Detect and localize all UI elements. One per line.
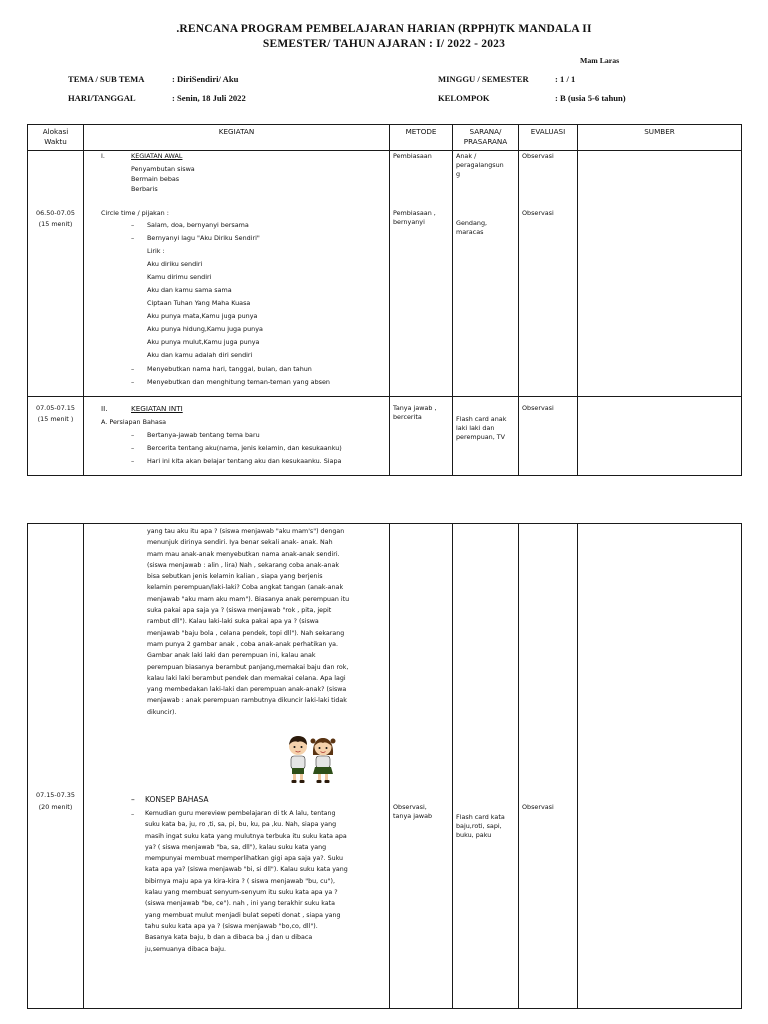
page2-metode: Observasi, tanya jawab: [393, 803, 433, 820]
paragraph-line: mempunyai membuat memperlihatkan gigi apa saja ya?. Suku: [145, 855, 344, 863]
table-col-line: [389, 523, 390, 1009]
section3-bullet: Bercerita tentang aku(nama, jenis kelamin, dan kesukaanku): [147, 444, 342, 452]
author-name: Mam Laras: [580, 56, 620, 65]
lyric-line: Aku punya mata,Kamu juga punya: [147, 312, 258, 320]
boy-figure: [289, 736, 307, 783]
paragraph-line: kata apa ya? (siswa menjawab "bi, si dll"). Kalau suku kata yang: [145, 866, 348, 874]
continued-paragraph: [147, 526, 385, 718]
section1-item: Berbaris: [131, 185, 158, 193]
minggu-label: MINGGU / SEMESTER: [438, 74, 529, 84]
paragraph-line: suku kata ba, ju, ro ,ti, sa, pi, bu, ku, pa ,ku. Nah, siapa yang: [145, 821, 337, 829]
paragraph-line: menjawab : anak perempuan rambutnya dikuncir laki-laki tidak: [147, 697, 347, 705]
boy-and-girl-illustration: [282, 735, 338, 785]
paragraph-line: kalau yang membuat senyum-senyum itu suku kata apa ya ?: [145, 889, 338, 897]
table-border-top: [27, 523, 742, 524]
tema-value: : DiriSendiri/ Aku: [172, 74, 239, 84]
bullet-dash: –: [131, 365, 135, 373]
section2-sarana: Gendang, maracas: [456, 219, 488, 236]
paragraph-line: menunjuk dirinya sendiri. Iya benar sekali anak- anak. Nah: [147, 539, 333, 547]
circle-bullet: Bernyanyi lagu "Aku Diriku Sendiri": [147, 234, 260, 242]
page2-evaluasi: Observasi: [522, 803, 554, 811]
lyric-line: Aku diriku sendiri: [147, 260, 203, 268]
section2-metode: Pembiasaan , bernyanyi: [393, 209, 436, 226]
bullet-dash: –: [131, 457, 135, 465]
section1-evaluasi: Observasi: [522, 152, 554, 160]
paragraph-line: kelamin perempuan/laki-laki? Coba angkat tangan (anak-anak: [147, 584, 344, 592]
girl-figure: [311, 738, 336, 783]
section2-duration: (15 menit): [38, 220, 73, 228]
table-border-bottom: [27, 1008, 742, 1009]
header-sumber: SUMBER: [644, 127, 675, 136]
section3-duration: (15 menit ): [37, 415, 74, 423]
section1-item: Bermain bebas: [131, 175, 180, 183]
table-header-divider: [27, 150, 742, 151]
section3-number: II.: [101, 404, 108, 413]
paragraph-line: yang membuat mulut menjadi bulat sepeti donat , siapa yang: [145, 911, 341, 919]
section3-heading: KEGIATAN INTI: [131, 404, 183, 413]
table-col-line: [389, 124, 390, 476]
circle-bullet: Salam, doa, bernyanyi bersama: [147, 221, 249, 229]
hari-value: : Senin, 18 Juli 2022: [172, 93, 246, 103]
lyric-line: Aku punya mulut,Kamu juga punya: [147, 338, 260, 346]
paragraph-line: perempuan biasanya berambut panjang,memakai baju dan rok,: [147, 663, 349, 671]
bullet-dash: –: [131, 234, 135, 242]
table-col-line: [577, 124, 578, 476]
section2-evaluasi: Observasi: [522, 209, 554, 217]
paragraph-line: Gambar anak laki laki dan perempuan ini, kalau anak: [147, 652, 316, 660]
konsep-bahasa-paragraph: [145, 808, 385, 955]
minggu-value: : 1 / 1: [555, 74, 576, 84]
circle-time-label: Circle time / pijakan :: [101, 209, 169, 217]
table-col-line: [741, 523, 742, 1009]
paragraph-line: (siswa menjawab "be, ce"). nah , ini yang terakhir suku kata: [145, 900, 335, 908]
page2-duration: (20 menit): [38, 803, 73, 811]
page2-time: 07.15-07.35: [36, 791, 75, 799]
kelompok-label: KELOMPOK: [438, 93, 490, 103]
paragraph-line: menjawab "aku mam aku mam"). Biasanya anak perempuan itu: [147, 595, 350, 603]
section1-item: Penyambutan siswa: [131, 165, 195, 173]
header-metode: METODE: [405, 127, 437, 136]
circle-bullet: Menyebutkan dan menghitung teman-teman yang absen: [147, 378, 330, 386]
paragraph-line: masih ingat suku kata yang mulutnya terbuka itu suku kata apa: [145, 832, 347, 840]
section3-bullet: Bertanya-jawab tentang tema baru: [147, 431, 260, 439]
section1-number: I.: [101, 152, 105, 160]
paragraph-line: Basanya kata baju, b dan a dibaca ba ,j dan u dibaca: [145, 934, 313, 942]
paragraph-line: Kemudian guru mereview pembelajaran di tk A lalu, tentang: [145, 810, 336, 817]
konsep-bahasa-heading: KONSEP BAHASA: [145, 795, 209, 804]
section3-subheading: A. Persiapan Bahasa: [101, 418, 167, 426]
paragraph-line: yang tau aku itu apa ? (siswa menjawab "aku mam's") dengan: [147, 528, 345, 535]
tema-label: TEMA / SUB TEMA: [68, 74, 145, 84]
paragraph-line: (siswa menjawab : alin , lira) Nah , sekarang coba anak-anak: [147, 561, 339, 569]
document-title: .RENCANA PROGRAM PEMBELAJARAN HARIAN (RPPH)TK MANDALA II: [176, 23, 592, 35]
table-col-line: [452, 523, 453, 1009]
bullet-dash: –: [131, 431, 135, 439]
page2-sarana: Flash card kata baju,roti, sapi, buku, paku: [456, 813, 505, 839]
paragraph-line: bibirnya maju apa ya kira-kira ? ( siswa menjawab "bu, cu"),: [145, 877, 335, 885]
paragraph-line: mam mau anak-anak menyebutkan nama anak-anak sendiri.: [147, 550, 340, 558]
paragraph-line: suka pakai apa saja ya ? (siswa menjawab "rok , pita, jepit: [147, 607, 332, 615]
lyric-line: Ciptaan Tuhan Yang Maha Kuasa: [147, 299, 251, 307]
section3-metode: Tanya jawab , bercerita: [393, 404, 437, 421]
section1-sarana: Anak / peragalangsun g: [456, 152, 504, 178]
paragraph-line: ya? ( siswa menjawab "ba, sa, dll"), kalau suku kata yang: [145, 843, 327, 851]
paragraph-line: ju,semuanya dibaca baju.: [145, 945, 226, 953]
table-border-bottom: [27, 475, 742, 476]
header-alokasi: Alokasi Waktu: [42, 127, 69, 146]
paragraph-line: dikuncir).: [147, 708, 177, 716]
kelompok-value: : B (usia 5-6 tahun): [555, 93, 626, 103]
paragraph-line: bisa sebutkan jenis kelamin kalian , siapa yang berjenis: [147, 573, 323, 581]
table-col-line: [577, 523, 578, 1009]
table-col-line: [452, 124, 453, 476]
lyric-line: Aku dan kamu adalah diri sendiri: [147, 351, 253, 359]
table-col-line: [518, 124, 519, 476]
section1-metode: Pembiasaan: [393, 152, 432, 160]
bullet-dash: –: [131, 378, 135, 386]
circle-bullet: Menyebutkan nama hari, tanggal, bulan, dan tahun: [147, 365, 312, 373]
paragraph-line: menjawab "baju bola , celana pendek, topi dll"). Nah sekarang: [147, 629, 345, 637]
paragraph-line: yang membedakan laki-laki dan perempuan anak-anak? (siswa: [147, 686, 347, 694]
paragraph-line: tahu suku kata apa ya ? (siswa menjawab "bo,co, dll").: [145, 922, 318, 930]
header-sarana: SARANA/ PRASARANA: [463, 127, 508, 146]
table-col-line: [27, 523, 28, 1009]
lyric-line: Aku punya hidung,Kamu juga punya: [147, 325, 263, 333]
table-col-line: [518, 523, 519, 1009]
section3-time: 07.05-07.15: [36, 404, 75, 412]
header-kegiatan: KEGIATAN: [218, 127, 255, 136]
table-border-top: [27, 124, 742, 125]
lyric-line: Lirik :: [147, 247, 165, 255]
section2-time: 06.50-07.05: [36, 209, 75, 217]
section3-bullet: Hari ini kita akan belajar tentang aku dan kesukaanku. Siapa: [147, 457, 342, 465]
bullet-dash: –: [131, 221, 135, 229]
section3-sarana: Flash card anak laki laki dan perempuan, TV: [456, 415, 507, 441]
header-evaluasi: EVALUASI: [530, 127, 566, 136]
paragraph-line: mam punya 2 gambar anak , coba anak-anak perhatikan ya.: [147, 640, 339, 648]
section1-heading: KEGIATAN AWAL: [131, 152, 183, 160]
bullet-dash: –: [131, 444, 135, 452]
document-subtitle: SEMESTER/ TAHUN AJARAN : I/ 2022 - 2023: [262, 38, 506, 50]
section3-evaluasi: Observasi: [522, 404, 554, 412]
lyric-line: Aku dan kamu sama sama: [147, 286, 232, 294]
table-col-line: [741, 124, 742, 476]
lyric-line: Kamu dirimu sendiri: [147, 273, 212, 281]
table-row-divider: [27, 396, 742, 397]
bullet-dash: –: [131, 810, 135, 818]
hari-label: HARI/TANGGAL: [68, 93, 136, 103]
paragraph-line: kalau laki laki berambut pendek dan memakai celana. Apa lagi: [147, 674, 346, 682]
bullet-dash: –: [131, 795, 135, 804]
table-col-line: [83, 523, 84, 1009]
paragraph-line: rambut dll"). Kalau laki-laki suka pakai apa ya ? (siswa: [147, 618, 319, 626]
